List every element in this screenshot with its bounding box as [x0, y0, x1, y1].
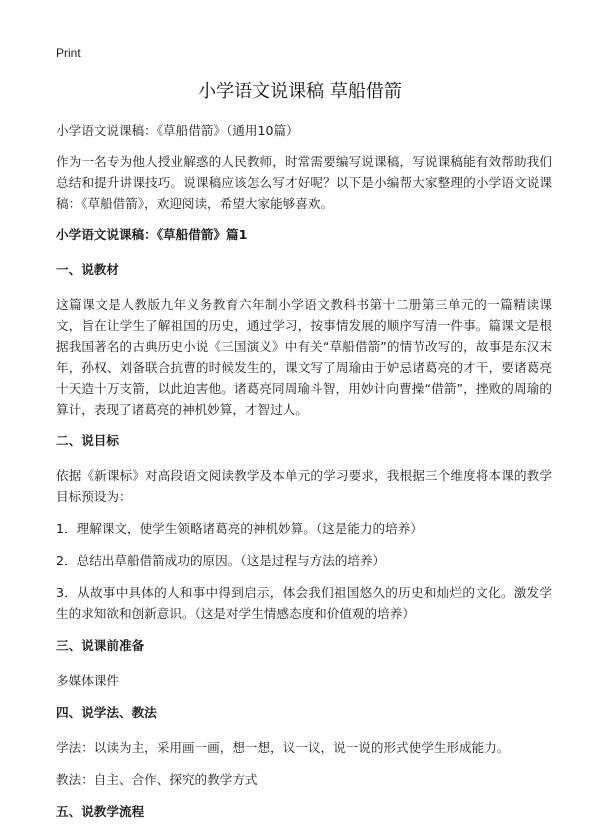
- page-title: 小学语文说课稿 草船借箭: [198, 81, 402, 102]
- section-heading-preparation: 三、说课前准备: [56, 638, 145, 653]
- section-heading-methods: 四、说学法、教法: [56, 705, 157, 720]
- goal-item-3: 3．从故事中具体的人和事中得到启示，体会我们祖国悠久的历史和灿烂的文化。激发学生的求知欲和创新意识。（这是对学生情感态度和价值观的培养）: [56, 585, 552, 621]
- print-link[interactable]: Print: [56, 46, 81, 60]
- section-heading-textbook: 一、说教材: [56, 262, 119, 277]
- article-body: [56, 120, 552, 836]
- intro-line: 小学语文说课稿：《草船借箭》（通用10篇）: [56, 123, 299, 138]
- study-method-text: 学法：以读为主，采用画一画，想一想，议一议，说一说的形式使学生形成能力。: [56, 740, 510, 755]
- goal-item-1: 1．理解课文，使学生领略诸葛亮的神机妙算。（这是能力的培养）: [56, 521, 423, 536]
- teach-method-text: 教法：自主、合作、探究的教学方式: [56, 772, 258, 787]
- section-heading-goals: 二、说目标: [56, 433, 119, 448]
- section-body-goals: 依据《新课标》对高段语文阅读教学及本单元的学习要求，我根据三个维度将本课的教学目标预设为：: [56, 468, 552, 504]
- intro-paragraph: 作为一名专为他人授业解惑的人民教师，时常需要编写说课稿，写说课稿能有效帮助我们总结和提升讲课技巧。说课稿应该怎么写才好呢？以下是小编帮大家整理的小学语文说课稿：《草船借箭》，欢迎阅读，希望大家能够喜欢。: [56, 154, 552, 211]
- section-body-textbook: 这篇课文是人教版九年义务教育六年制小学语文教科书第十二册第三单元的一篇精读课文，旨在让学生了解祖国的历史，通过学习，按事情发展的顺序写清一件事。篇课文是根据我国著名的古典历史小说《三国演义》中有关“草船借箭”的情节改写的，故事是东汉末年，孙权、刘备联合抗曹的时候发生的，课文写了周瑜由于妒忌诸葛亮的才干，要诸葛亮十天造十万支箭，以此迫害他。诸葛亮同周瑜斗智，用妙计向曹操“借箭”，挫败的周瑜的算计，表现了诸葛亮的神机妙算，才智过人。: [56, 297, 552, 417]
- section-body-preparation: 多媒体课件: [56, 673, 119, 688]
- section-heading-process: 五、说教学流程: [56, 804, 145, 819]
- goal-item-2: 2．总结出草船借箭成功的原因。（这是过程与方法的培养）: [56, 553, 386, 568]
- piece-title: 小学语文说课稿：《草船借箭》篇1: [56, 227, 248, 242]
